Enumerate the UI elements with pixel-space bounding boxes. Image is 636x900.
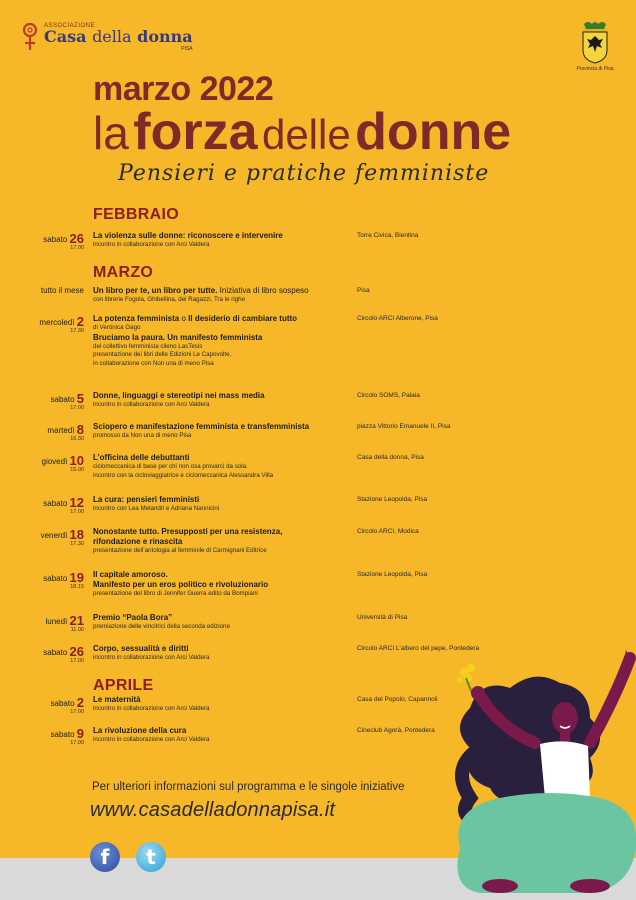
event-title: Sciopero e manifestazione femminista e transfemminista <box>93 422 310 431</box>
event-title: Corpo, sessualità e diritti <box>93 644 189 653</box>
event-place: Stazione Leopolda, Pisa <box>357 571 428 578</box>
event-title: La rivoluzione della cura <box>93 726 187 735</box>
title-main: la forza delle donne <box>93 103 512 161</box>
event-place: Cineclub Agorà, Pontedera <box>357 727 435 734</box>
event-place: Stazione Leopolda, Pisa <box>357 496 428 503</box>
provincia-label: Provincia di Pisa <box>576 66 614 72</box>
venus-icon <box>22 22 38 52</box>
event-place: Pisa <box>357 287 370 294</box>
provincia-crest-icon <box>578 20 612 64</box>
month-febbraio: FEBBRAIO <box>93 206 179 223</box>
title-date: marzo 2022 <box>93 70 274 108</box>
event-place: Torre Civica, Bientina <box>357 232 419 239</box>
event-place: Circolo ARCI, Modica <box>357 528 419 535</box>
facebook-icon[interactable]: f <box>90 842 120 872</box>
event-place: Circolo ARCI Alberone, Pisa <box>357 315 438 322</box>
event-place: Casa della donna, Pisa <box>357 454 424 461</box>
subtitle: Pensieri e pratiche femministe <box>118 161 490 186</box>
event-title: Il capitale amoroso. <box>93 570 168 579</box>
event-place: piazza Vittorio Emanuele II, Pisa <box>357 423 451 430</box>
event-title: Le maternità <box>93 695 141 704</box>
assoc-city: PISA <box>181 45 193 52</box>
event-place: Circolo ARCI L’albero del pepe, Pontedera <box>357 645 480 652</box>
website-link[interactable]: www.casadelladonnapisa.it <box>90 799 336 821</box>
event-title: Donne, linguaggi e stereotipi nei mass media <box>93 391 265 400</box>
event-title: Un libro per te, un libro per tutte. Iniziativa di libro sospeso <box>93 286 309 295</box>
event-place: Università di Pisa <box>357 614 408 621</box>
event-place: Casa del Popolo, Capannoli <box>357 696 438 703</box>
month-marzo: MARZO <box>93 264 154 281</box>
info-text: Per ulteriori informazioni sul programma e le singole iniziative <box>92 781 405 793</box>
event-title: La violenza sulle donne: riconoscere e intervenire <box>93 231 283 240</box>
event-title: L’officina delle debuttanti <box>93 453 190 462</box>
casa-della-donna-logo[interactable] <box>22 22 193 52</box>
event-title: Nonostante tutto. Presupposti per una resistenza, <box>93 527 283 536</box>
woman-illustration <box>440 648 636 900</box>
event-title: La cura: pensieri femministi <box>93 495 200 504</box>
twitter-icon[interactable]: t <box>136 842 166 872</box>
event-title: La potenza femminista o Il desiderio di cambiare tutto <box>93 314 298 323</box>
event-place: Circolo SOMS, Palaia <box>357 392 420 399</box>
assoc-name: Casa della donna <box>44 26 193 46</box>
provincia-logo[interactable] <box>570 20 620 72</box>
event-title: Premio “Paola Bora” <box>93 613 173 622</box>
assoc-small-label: ASSOCIAZIONE <box>44 22 96 29</box>
month-aprile: APRILE <box>93 677 154 694</box>
poster: ASSOCIAZIONE Casa della donna PISA Provincia di Pisa marzo 2022 la forza delle donne Pensieri e pratiche femministe FEBBRAIO MARZO APRILE sabato 26 17.00 La violenza sulle donne: riconoscere e intervenire incontro in collaborazione con Arci Valdera Torre Civica, Bientina tutto il mese Un libro per te, un libro per tutte. Iniziativa di libro sospeso con librerie Fogola, Ghibellina, dei Ragazzi, Tra le righe Pisa mercoledì 2 17.30 La potenza femminista o Il desiderio di cambiare tutto di Verónica Gago Bruciamo la paura. Un manifesto femminista del collettivo femminista cileno LasTesis presentazione dei libri delle Edizioni Le Capovolte, in collaborazione con Non una di meno Pisa Circolo ARCI Alberone, Pisa sabato 5 17.00 Donne, linguaggi e stereotipi nei mass media incontro in collaborazione con Arci Valdera Circolo SOMS, Palaia martedì 8 16.30 Sciopero e manifestazione femminista e transfemminista promosso da Non una di meno Pisa piazza Vittorio Emanuele II, Pisa giovedì 10 15.00 L’officina delle debuttanti ciclomeccanica di base per chi non osa provarci da sola. incontro con la cicloviaggiatrice e ciclomeccanica Alessandra Villa Casa della donna, Pisa sabato 12 17.00 La cura: pensieri femministi incontro con Lea Melandri e Adriana Nannicini Stazione Leopolda, Pisa venerdì 18 17.30 Nonostante tutto. Presupposti per una resistenza, rifondazione e rinascita presentazione dell’antologia al femminile di Carmignani Editrice Circolo ARCI, Modica sabato 19 18.15 Il capitale amoroso. Manifesto per un eros politico e rivoluzionario presentazione del libro di Jennifer Guerra edito da Bompiani Stazione Leopolda, Pisa lunedì 21 11.00 Premio “Paola Bora” premiazione delle vincitrici della seconda edizione Università di Pisa sabato 26 17.00 Corpo, sessualità e diritti incontro in collaborazione con Arci Valdera Circolo ARCI L’albero del pepe, Pontedera sabato 2 17.00 Le maternità incontro in collaborazione con Arci Valdera Casa del Popolo, Capannoli sabato 9 17.00 La rivoluzione della cura incontro in collaborazione con Arci Valdera Cineclub Agorà, Pontedera Per ulteriori informazioni sul programma e le singole iniziative www.casadelladonnapisa.it f t <box>0 0 636 900</box>
